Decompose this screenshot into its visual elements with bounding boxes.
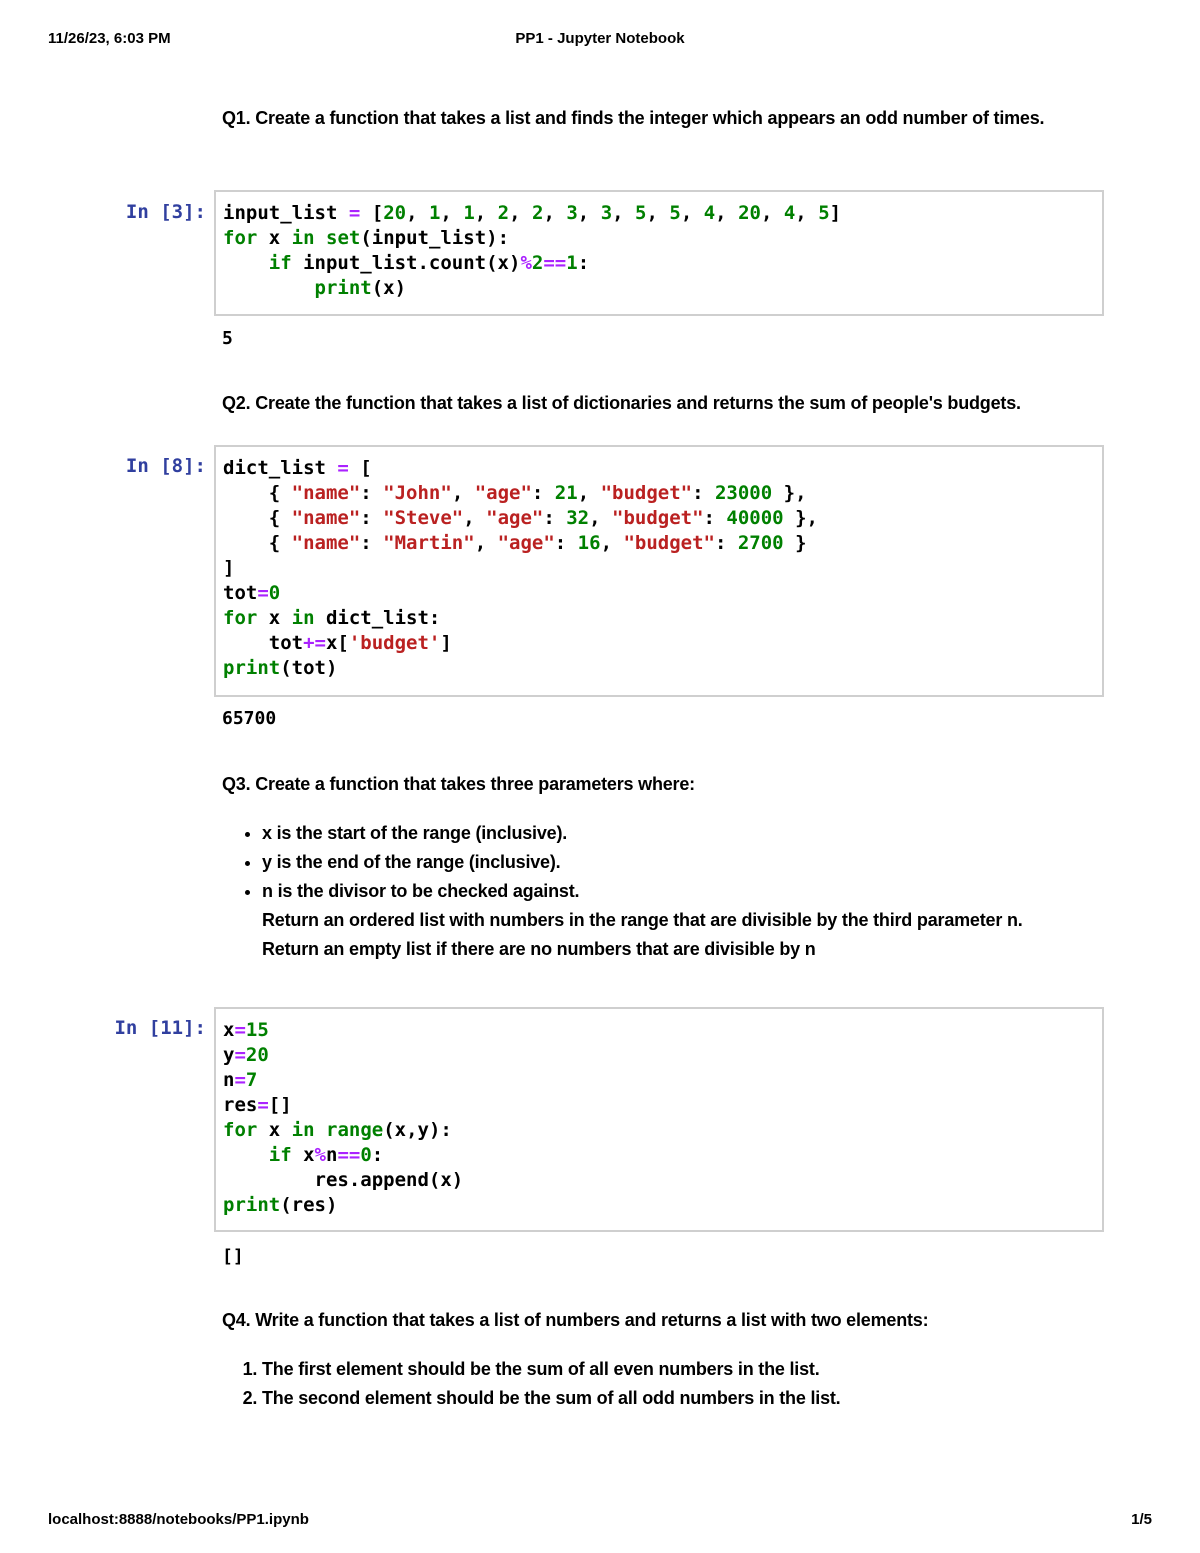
q3-code[interactable]: x=15 y=20 n=7 res=[] for x in range(x,y): if x%n==0: res.append(x) print(res) xyxy=(223,1019,464,1216)
q1-text: Q1. Create a function that takes a list and finds the integer which appears an odd number of times. xyxy=(222,108,1045,128)
q3-markdown xyxy=(222,770,1102,964)
q4-item: 2. The second element should be the sum of all odd numbers in the list. xyxy=(262,1384,1102,1413)
q2-code[interactable]: dict_list = [ { "name": "John", "age": 21, "budget": 23000 }, { "name": "Steve", "age": 32, "budget": 40000 }, { "name": "Martin", "age": 16, "budget": 2700 } ] tot=0 for x in dict_list: tot+=x['budget'] print(tot) xyxy=(223,457,818,679)
q3-bullet-list xyxy=(222,819,1102,906)
print-date: 11/26/23, 6:03 PM xyxy=(48,30,171,47)
q2-prompt: In [8]: xyxy=(125,455,206,477)
q4-text: Q4. Write a function that takes a list of numbers and returns a list with two elements: xyxy=(222,1310,929,1330)
page-title: PP1 - Jupyter Notebook xyxy=(515,30,685,47)
q2-text: Q2. Create the function that takes a list of dictionaries and returns the sum of people's budgets. xyxy=(222,393,1021,413)
q3-bullet: • y is the end of the range (inclusive). xyxy=(262,848,1102,877)
page-number: 1/5 xyxy=(1131,1511,1152,1528)
q3-output: [] xyxy=(222,1246,244,1267)
footer-url: localhost:8888/notebooks/PP1.ipynb xyxy=(48,1511,309,1528)
q4-ordered-list xyxy=(222,1355,1102,1413)
q1-code[interactable]: input_list = [20, 1, 1, 2, 2, 3, 3, 5, 5, 4, 20, 4, 5] for x in set(input_list): if input_list.count(x)%2==1: print(x) xyxy=(223,202,842,299)
q1-prompt: In [3]: xyxy=(125,201,206,223)
q1-code-cell[interactable] xyxy=(214,190,1104,316)
q3-prompt: In [11]: xyxy=(114,1017,206,1039)
q2-code-cell[interactable] xyxy=(214,445,1104,697)
q2-markdown xyxy=(222,389,1102,418)
q3-bullet: • n is the divisor to be checked against. xyxy=(262,877,1102,906)
q4-markdown xyxy=(222,1306,1102,1413)
q3-code-cell[interactable] xyxy=(214,1007,1104,1232)
q3-continuation-2: Return an empty list if there are no numbers that are divisible by n xyxy=(262,939,816,959)
q2-output: 65700 xyxy=(222,708,277,729)
q3-text: Q3. Create a function that takes three parameters where: xyxy=(222,774,695,794)
q1-output: 5 xyxy=(222,328,233,349)
q3-continuation-1: Return an ordered list with numbers in the range that are divisible by the third parameter n. xyxy=(262,910,1023,930)
q1-markdown xyxy=(222,104,1102,133)
q4-item: 1. The first element should be the sum of all even numbers in the list. xyxy=(262,1355,1102,1384)
q3-bullet: • x is the start of the range (inclusive). xyxy=(262,819,1102,848)
